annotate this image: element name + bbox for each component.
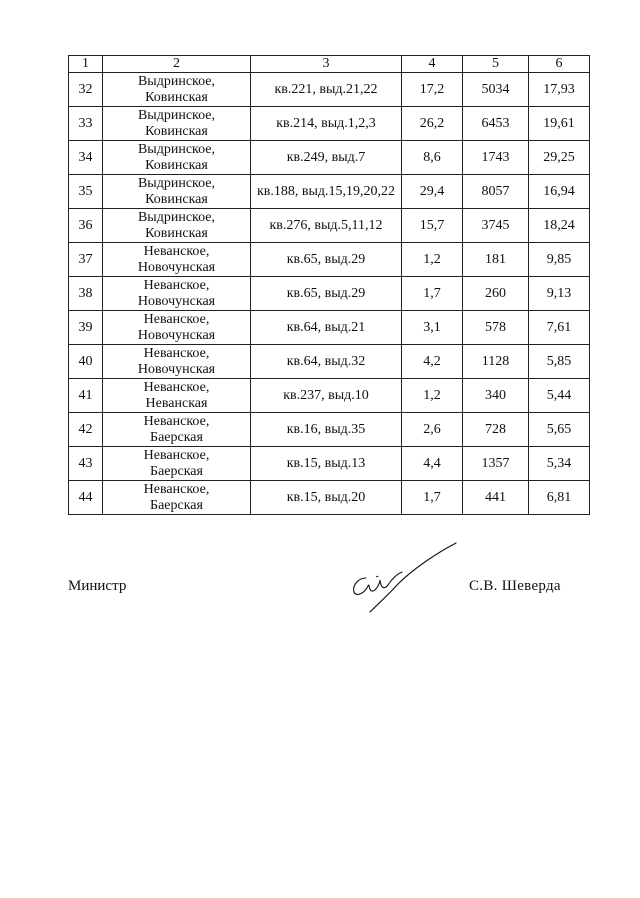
value-cell — [402, 311, 463, 345]
value-cell-text: 1,2 — [423, 387, 441, 403]
row-number-cell-text: 37 — [78, 251, 93, 267]
forestry-name-cell — [103, 73, 251, 107]
forestry-name-cell — [103, 311, 251, 345]
value-cell — [463, 345, 529, 379]
forestry-name-cell-text: Выдринское, — [137, 73, 216, 89]
row-number-cell — [69, 73, 103, 107]
forestry-name-cell — [103, 345, 251, 379]
row-number-cell-text: 36 — [78, 217, 93, 233]
row-number-cell-text: 43 — [78, 455, 93, 471]
forestry-name-cell-text: Неванское, — [143, 243, 210, 259]
table-row — [69, 73, 590, 107]
value-cell-text: 1128 — [481, 353, 510, 369]
value-cell — [463, 481, 529, 515]
row-number-cell-text: 41 — [78, 387, 93, 403]
value-cell-text: 17,93 — [543, 81, 575, 97]
location-cell-text: кв.64, выд.21 — [286, 319, 366, 335]
table-row — [69, 379, 590, 413]
value-cell — [402, 243, 463, 277]
forestry-name-cell — [103, 447, 251, 481]
forestry-name-cell-text: Новочунская — [137, 327, 216, 343]
row-number-cell-text: 34 — [78, 149, 93, 165]
value-cell-text: 18,24 — [543, 217, 575, 233]
value-cell — [463, 447, 529, 481]
location-cell-text: кв.237, выд.10 — [283, 387, 369, 403]
row-number-cell — [69, 413, 103, 447]
value-cell — [529, 209, 590, 243]
table-row — [69, 209, 590, 243]
value-cell-text: 4,2 — [423, 353, 441, 369]
value-cell-text: 26,2 — [419, 115, 445, 131]
value-cell — [402, 447, 463, 481]
value-cell — [463, 107, 529, 141]
forestry-name-cell-text: Новочунская — [137, 361, 216, 377]
row-number-cell-text: 44 — [78, 489, 93, 505]
value-cell — [463, 175, 529, 209]
row-number-cell-text: 39 — [78, 319, 93, 335]
value-cell-text: 1,7 — [423, 285, 441, 301]
table-row — [69, 141, 590, 175]
value-cell — [529, 243, 590, 277]
value-cell — [402, 413, 463, 447]
forestry-name-cell — [103, 481, 251, 515]
value-cell — [529, 413, 590, 447]
row-number-cell — [69, 175, 103, 209]
value-cell-text: 2,6 — [423, 421, 441, 437]
value-cell-text: 181 — [485, 251, 506, 267]
table-header-row — [69, 56, 590, 73]
value-cell-text: 5,85 — [546, 353, 572, 369]
table-row — [69, 447, 590, 481]
row-number-cell — [69, 243, 103, 277]
row-number-cell-text: 33 — [78, 115, 93, 131]
value-cell-text: 4,4 — [423, 455, 441, 471]
forestry-name-cell — [103, 141, 251, 175]
location-cell-text: кв.221, выд.21,22 — [274, 81, 378, 97]
value-cell — [463, 379, 529, 413]
row-number-cell-text: 35 — [78, 183, 93, 199]
value-cell-text: 5,44 — [546, 387, 572, 403]
value-cell-text: 29,25 — [543, 149, 575, 165]
data-table — [68, 55, 590, 515]
location-cell — [251, 447, 402, 481]
forestry-name-cell-text: Неванская — [145, 395, 208, 411]
forestry-name-cell-text: Неванское, — [143, 277, 210, 293]
location-cell-text: кв.65, выд.29 — [286, 285, 366, 301]
location-cell-text: кв.214, выд.1,2,3 — [276, 115, 376, 131]
location-cell-text: кв.15, выд.20 — [286, 489, 366, 505]
value-cell — [463, 73, 529, 107]
forestry-name-cell-text: Ковинская — [145, 123, 208, 139]
row-number-cell — [69, 107, 103, 141]
value-cell-text: 3,1 — [423, 319, 441, 335]
value-cell — [529, 345, 590, 379]
value-cell-text: 1,2 — [423, 251, 441, 267]
value-cell-text: 6,81 — [546, 489, 572, 505]
signer-name: С.В. Шеверда — [469, 578, 561, 594]
table-row — [69, 311, 590, 345]
table-row — [69, 107, 590, 141]
location-cell — [251, 277, 402, 311]
value-cell-text: 578 — [485, 319, 506, 335]
forestry-name-cell-text: Неванское, — [143, 379, 210, 395]
forestry-name-cell — [103, 413, 251, 447]
value-cell-text: 8,6 — [423, 149, 441, 165]
column-header: 1 — [69, 56, 103, 73]
forestry-name-cell-text: Выдринское, — [137, 209, 216, 225]
table-row — [69, 345, 590, 379]
value-cell-text: 1,7 — [423, 489, 441, 505]
table-row — [69, 481, 590, 515]
value-cell — [402, 209, 463, 243]
row-number-cell-text: 40 — [78, 353, 93, 369]
value-cell-text: 15,7 — [419, 217, 445, 233]
location-cell — [251, 107, 402, 141]
forestry-name-cell-text: Ковинская — [145, 225, 208, 241]
table-row — [69, 277, 590, 311]
forestry-name-cell — [103, 277, 251, 311]
forestry-name-cell — [103, 379, 251, 413]
location-cell-text: кв.276, выд.5,11,12 — [269, 217, 383, 233]
forestry-name-cell-text: Баерская — [150, 429, 203, 445]
row-number-cell — [69, 209, 103, 243]
value-cell — [529, 447, 590, 481]
forestry-name-cell-text: Неванское, — [143, 481, 210, 497]
value-cell-text: 5034 — [481, 81, 510, 97]
location-cell — [251, 481, 402, 515]
location-cell — [251, 73, 402, 107]
value-cell — [402, 379, 463, 413]
forestry-name-cell-text: Баерская — [150, 463, 203, 479]
value-cell-text: 7,61 — [546, 319, 572, 335]
forestry-name-cell-text: Неванское, — [143, 345, 210, 361]
row-number-cell — [69, 481, 103, 515]
location-cell — [251, 379, 402, 413]
forestry-name-cell-text: Баерская — [150, 497, 203, 513]
value-cell-text: 29,4 — [419, 183, 445, 199]
location-cell-text: кв.188, выд.15,19,20,22 — [256, 183, 396, 199]
value-cell — [463, 141, 529, 175]
value-cell-text: 9,13 — [546, 285, 572, 301]
value-cell — [529, 175, 590, 209]
forestry-name-cell-text: Выдринское, — [137, 107, 216, 123]
value-cell — [529, 311, 590, 345]
location-cell-text: кв.65, выд.29 — [286, 251, 366, 267]
value-cell-text: 19,61 — [543, 115, 575, 131]
location-cell — [251, 311, 402, 345]
value-cell-text: 17,2 — [419, 81, 445, 97]
column-header: 6 — [529, 56, 590, 73]
value-cell-text: 1743 — [481, 149, 510, 165]
row-number-cell — [69, 277, 103, 311]
value-cell — [463, 209, 529, 243]
value-cell — [402, 175, 463, 209]
minister-title: Министр — [68, 578, 127, 594]
value-cell-text: 340 — [485, 387, 506, 403]
value-cell-text: 728 — [485, 421, 506, 437]
table-row — [69, 243, 590, 277]
forestry-name-cell — [103, 107, 251, 141]
location-cell-text: кв.64, выд.32 — [286, 353, 366, 369]
value-cell — [402, 277, 463, 311]
value-cell — [402, 107, 463, 141]
value-cell — [402, 141, 463, 175]
location-cell-text: кв.249, выд.7 — [286, 149, 366, 165]
value-cell — [529, 277, 590, 311]
value-cell — [463, 243, 529, 277]
value-cell — [529, 379, 590, 413]
forestry-name-cell — [103, 209, 251, 243]
value-cell-text: 3745 — [481, 217, 510, 233]
row-number-cell — [69, 447, 103, 481]
value-cell-text: 5,65 — [546, 421, 572, 437]
forestry-name-cell — [103, 175, 251, 209]
forestry-name-cell-text: Новочунская — [137, 293, 216, 309]
value-cell — [402, 345, 463, 379]
forestry-name-cell — [103, 243, 251, 277]
value-cell — [463, 413, 529, 447]
forestry-name-cell-text: Неванское, — [143, 447, 210, 463]
value-cell — [402, 73, 463, 107]
value-cell — [529, 141, 590, 175]
value-cell-text: 9,85 — [546, 251, 572, 267]
value-cell — [463, 311, 529, 345]
location-cell — [251, 345, 402, 379]
value-cell — [529, 73, 590, 107]
value-cell-text: 260 — [485, 285, 506, 301]
value-cell — [463, 277, 529, 311]
forestry-name-cell-text: Выдринское, — [137, 141, 216, 157]
row-number-cell — [69, 379, 103, 413]
signature-image — [340, 540, 460, 615]
location-cell-text: кв.16, выд.35 — [286, 421, 366, 437]
value-cell-text: 1357 — [481, 455, 510, 471]
value-cell-text: 16,94 — [543, 183, 575, 199]
forestry-name-cell-text: Новочунская — [137, 259, 216, 275]
location-cell — [251, 243, 402, 277]
column-header: 5 — [463, 56, 529, 73]
column-header: 2 — [103, 56, 251, 73]
row-number-cell-text: 32 — [78, 81, 93, 97]
forestry-name-cell-text: Ковинская — [145, 191, 208, 207]
location-cell — [251, 209, 402, 243]
forestry-name-cell-text: Выдринское, — [137, 175, 216, 191]
column-header: 4 — [402, 56, 463, 73]
location-cell-text: кв.15, выд.13 — [286, 455, 366, 471]
row-number-cell-text: 42 — [78, 421, 93, 437]
value-cell — [529, 481, 590, 515]
value-cell-text: 6453 — [481, 115, 510, 131]
value-cell — [402, 481, 463, 515]
location-cell — [251, 413, 402, 447]
row-number-cell-text: 38 — [78, 285, 93, 301]
forestry-name-cell-text: Неванское, — [143, 311, 210, 327]
forestry-name-cell-text: Ковинская — [145, 157, 208, 173]
table-row — [69, 413, 590, 447]
forestry-name-cell-text: Ковинская — [145, 89, 208, 105]
location-cell — [251, 141, 402, 175]
location-cell — [251, 175, 402, 209]
row-number-cell — [69, 345, 103, 379]
forestry-name-cell-text: Неванское, — [143, 413, 210, 429]
table-row — [69, 175, 590, 209]
value-cell-text: 441 — [485, 489, 506, 505]
column-header: 3 — [251, 56, 402, 73]
row-number-cell — [69, 311, 103, 345]
value-cell-text: 5,34 — [546, 455, 572, 471]
row-number-cell — [69, 141, 103, 175]
value-cell — [529, 107, 590, 141]
value-cell-text: 8057 — [481, 183, 510, 199]
